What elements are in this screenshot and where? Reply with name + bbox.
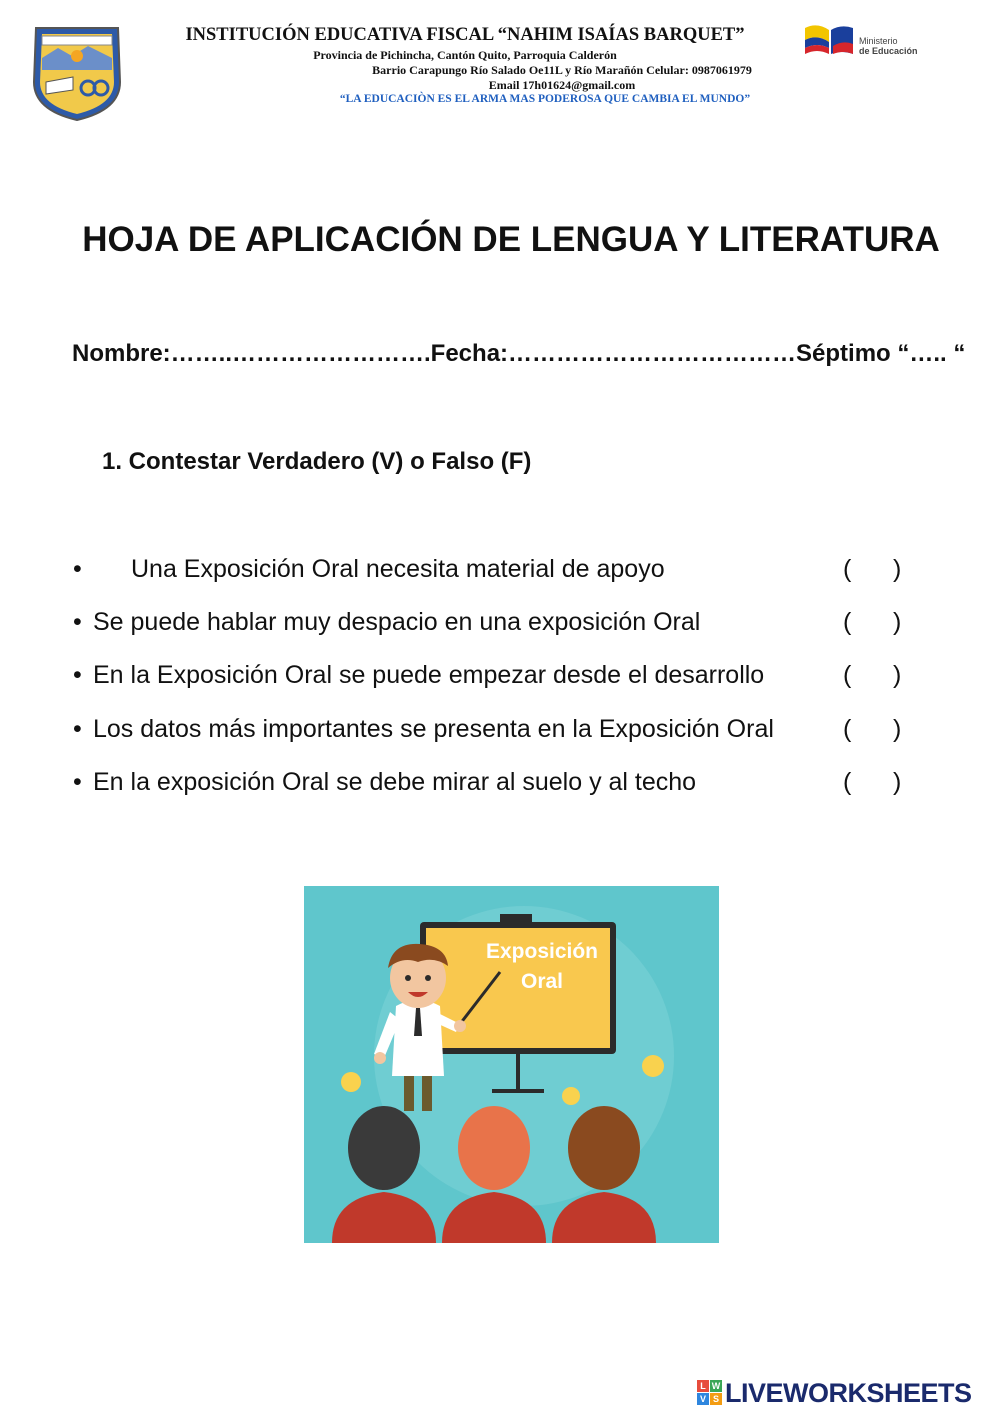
icon-letter-s: S xyxy=(710,1393,722,1405)
student-info-line[interactable]: Nombre:……..…………………….Fecha:………………………………Séptimo “….. “ xyxy=(72,340,966,367)
bullet-icon: • xyxy=(73,661,82,689)
question-text: Los datos más importantes se presenta en la Exposición Oral xyxy=(93,715,774,743)
liveworksheets-logo[interactable] xyxy=(697,1378,997,1410)
board-text-1: Exposición xyxy=(485,940,599,963)
ministry-logo xyxy=(803,24,933,60)
motto: “LA EDUCACIÒN ES EL ARMA MAS PODEROSA QUE CAMBIA EL MUNDO” xyxy=(339,93,751,105)
bullet-icon: • xyxy=(73,608,82,636)
bullet-icon: • xyxy=(73,715,82,743)
answer-box[interactable]: ( ) xyxy=(843,715,902,743)
answer-box[interactable]: ( ) xyxy=(843,608,902,636)
board-text-2: Oral xyxy=(520,970,564,993)
icon-letter-v: V xyxy=(697,1393,709,1405)
presentation-illustration xyxy=(304,886,719,1243)
address-line-1: Provincia de Pichincha, Cantón Quito, Parroquia Calderón xyxy=(313,48,617,62)
page-title: HOJA DE APLICACIÓN DE LENGUA Y LITERATURA xyxy=(82,220,940,259)
icon-letter-w: W xyxy=(711,1381,721,1391)
email: Email 17h01624@gmail.com xyxy=(488,78,636,92)
address-line-2: Barrio Carapungo Río Salado Oe11L y Río Marañón Celular: 0987061979 xyxy=(372,63,752,77)
bullet-icon: • xyxy=(73,555,82,583)
ministry-text-1: Ministerio xyxy=(859,36,898,46)
liveworksheets-icon xyxy=(697,1380,723,1406)
answer-box[interactable]: ( ) xyxy=(843,661,902,689)
answer-box[interactable]: ( ) xyxy=(843,555,902,583)
ministry-text-2: de Educación xyxy=(859,46,918,56)
answer-box[interactable]: ( ) xyxy=(843,768,902,796)
section-heading: 1. Contestar Verdadero (V) o Falso (F) xyxy=(102,448,532,475)
icon-letter-l: L xyxy=(697,1380,709,1392)
question-text: Una Exposición Oral necesita material de apoyo xyxy=(131,555,665,583)
institution-name: INSTITUCIÓN EDUCATIVA FISCAL “NAHIM ISAÍAS BARQUET” xyxy=(185,25,745,45)
liveworksheets-brand: LIVEWORKSHEETS xyxy=(725,1378,972,1408)
question-text: Se puede hablar muy despacio en una exposición Oral xyxy=(93,608,701,636)
question-text: En la Exposición Oral se puede empezar desde el desarrollo xyxy=(93,661,765,689)
question-text: En la exposición Oral se debe mirar al suelo y al techo xyxy=(93,768,697,796)
bullet-icon: • xyxy=(73,768,82,796)
